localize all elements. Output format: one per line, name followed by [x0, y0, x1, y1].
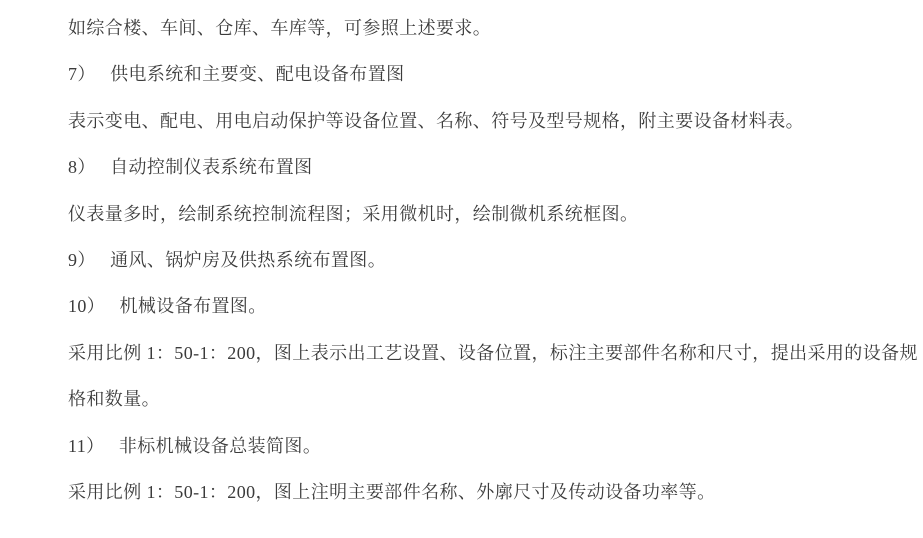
text-line: 10） 机械设备布置图。 — [68, 296, 267, 317]
text-line: 8） 自动控制仪表系统布置图 — [68, 157, 313, 178]
text-line: 采用比例 1：50-1：200，图上表示出工艺设置、设备位置，标注主要部件名称和尺寸，提出采用的设备规 — [68, 342, 918, 363]
document-body — [68, 5, 918, 515]
text-line: 仪表量多时，绘制系统控制流程图；采用微机时，绘制微机系统框图。 — [68, 203, 639, 224]
text-line: 采用比例 1：50-1：200，图上注明主要部件名称、外廓尺寸及传动设备功率等。 — [68, 481, 716, 502]
text-line: 格和数量。 — [68, 389, 160, 410]
text-line: 11） 非标机械设备总装简图。 — [68, 435, 322, 456]
text-line: 9） 通风、锅炉房及供热系统布置图。 — [68, 249, 387, 270]
text-line: 7） 供电系统和主要变、配电设备布置图 — [68, 64, 405, 85]
text-line: 如综合楼、车间、仓库、车库等，可参照上述要求。 — [68, 18, 492, 38]
text-line: 表示变电、配电、用电启动保护等设备位置、名称、符号及型号规格，附主要设备材料表。 — [68, 110, 804, 131]
